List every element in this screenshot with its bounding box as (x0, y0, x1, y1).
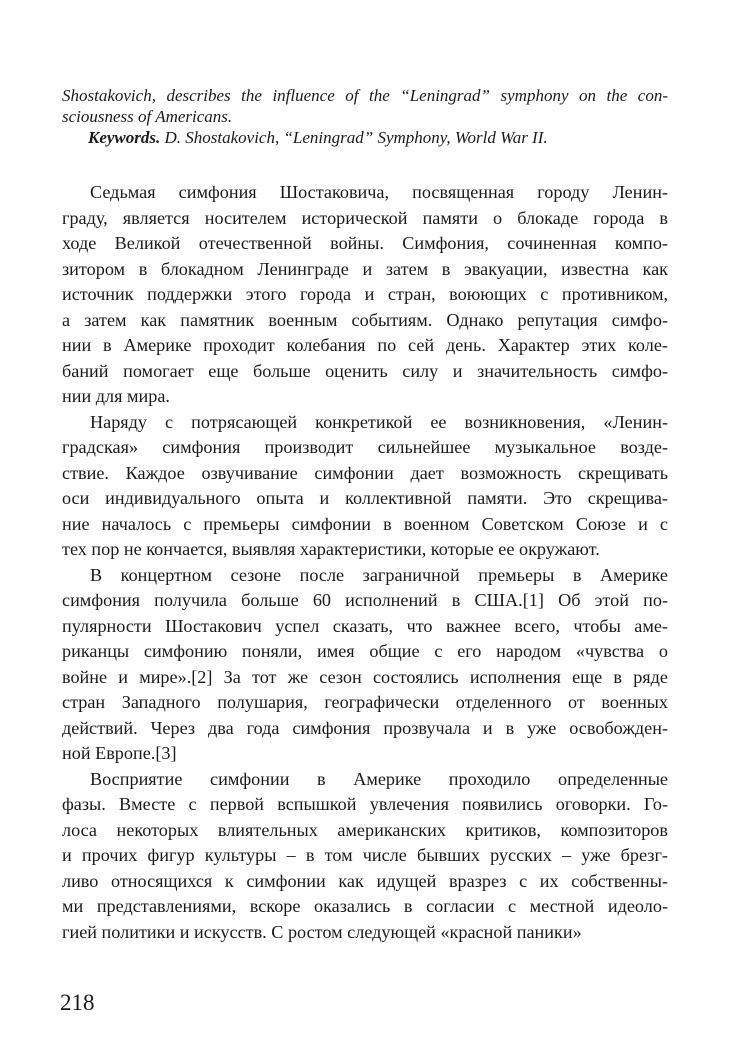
keywords-text: D. Shostakovich, “Leningrad” Symphony, World War II. (160, 128, 548, 147)
abstract-block (62, 85, 668, 148)
paragraph-line: зитором в блокадном Ленинграде и затем в эвакуации, известна как (62, 258, 668, 279)
paragraph-line: нии в Америке проходит колебания по сей день. Характер этих коле- (62, 335, 668, 355)
article-body (62, 180, 668, 945)
paragraph-line: источник поддержки этого города и стран, воюющих с противником, (62, 284, 668, 304)
paragraph-line: ливо относящихся к симфонии как идущей вразрез с их собственны- (62, 870, 668, 891)
paragraph-line: гией политики и искусств. С ростом следующей «красной паники» (62, 921, 582, 942)
paragraph-line: лоса некоторых влиятельных американских критиков, композиторов (62, 819, 668, 840)
paragraph-line: Наряду с потрясающей конкретикой ее возникновения, «Ленин- (90, 411, 668, 432)
paragraph (62, 563, 668, 767)
paragraph-line: баний помогает еще больше оценить силу и значительность симфо- (62, 360, 668, 381)
keywords-label: Keywords. (88, 128, 161, 147)
paragraph (62, 410, 668, 563)
abstract-line: sciousness of Americans. (62, 107, 233, 126)
page-number: 218 (60, 990, 95, 1015)
paragraph-line: ной Европе.[3] (62, 743, 177, 763)
paragraph-line: стран Западного полушария, географически отделенного от военных (62, 692, 668, 712)
paragraph-line: Восприятие симфонии в Америке проходило определенные (90, 768, 668, 789)
paragraph-line: а затем как памятник военным событиям. Однако репутация симфо- (62, 309, 668, 330)
paragraph (62, 180, 668, 410)
paragraph-line: и прочих фигур культуры – в том числе бывших русских – уже брезг- (62, 845, 668, 865)
paragraph-line: оси индивидуального опыта и коллективной памяти. Это скрещива- (62, 488, 668, 508)
paragraph-line: риканцы симфонию поняли, имея общие с его народом «чувства о (62, 641, 668, 661)
paragraph-line: нии для мира. (62, 386, 170, 406)
paragraph-line: граду, является носителем исторической памяти о блокаде города в (62, 207, 668, 228)
paragraph-line: симфония получила больше 60 исполнений в США.[1] Об этой по- (62, 590, 668, 610)
paragraph-line: градская» симфония производит сильнейшее музыкальное возде- (62, 437, 668, 457)
paragraph-line: Седьмая симфония Шостаковича, посвященная городу Ленин- (90, 182, 668, 202)
paragraph-line: ми представлениями, вскоре оказались в согласии с местной идеоло- (62, 896, 668, 916)
paragraph-line: фазы. Вместе с первой вспышкой увлечения появились оговорки. Го- (62, 794, 668, 814)
paragraph-line: ние началось с премьеры симфонии в военном Советском Союзе и с (62, 513, 668, 534)
paragraph-line: пулярности Шостакович успел сказать, что важнее всего, чтобы аме- (62, 615, 668, 636)
paragraph-line: тех пор не кончается, выявляя характеристики, которые ее окружают. (62, 539, 600, 559)
paragraph-line: войне и мире».[2] За тот же сезон состоялись исполнения еще в ряде (62, 666, 668, 687)
paragraph (62, 767, 668, 946)
paragraph-line: В концертном сезоне после заграничной премьеры в Америке (90, 564, 668, 585)
paragraph-line: действий. Через два года симфония прозвучала и в уже освобожден- (62, 717, 668, 738)
abstract-line: Shostakovich, describes the influence of the “Leningrad” symphony on the con- (62, 86, 668, 105)
paragraph-line: ствие. Каждое озвучивание симфонии дает возможность скрещивать (62, 462, 668, 483)
keywords-line (62, 127, 668, 148)
paragraph-line: ходе Великой отечественной войны. Симфония, сочиненная компо- (62, 233, 668, 253)
